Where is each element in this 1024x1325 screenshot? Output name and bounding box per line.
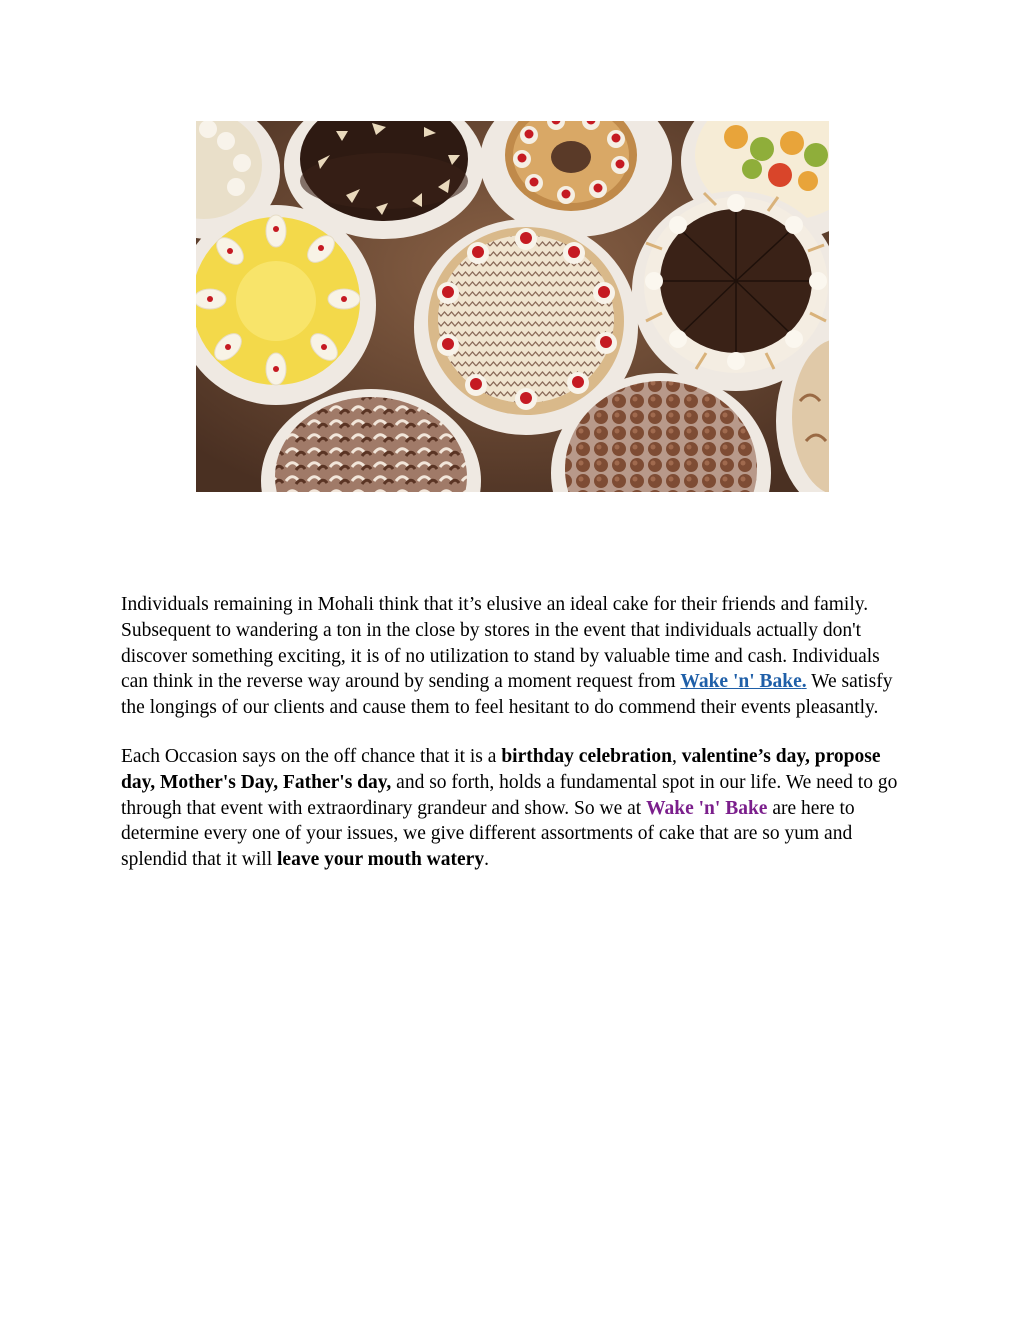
separator: ,: [671, 745, 682, 767]
intro-text-continued: We satisfy the longings of our clients and cause them to feel hesitant to do commend their events pleasantly.: [121, 671, 893, 719]
intro-text: Individuals remaining in Mohali think that it’s elusive an ideal cake for their friends and family. Subsequent to wandering a ton in the close by stores in the event that individuals actually don't discover something exciting, it is of no utilization to stand by valuable time and cash. Individuals can think in the reverse way around by sending a moment request from: [121, 594, 880, 693]
birthday-highlight: birthday celebration: [501, 745, 672, 767]
article-body: [121, 592, 911, 873]
closing-period: .: [484, 849, 489, 871]
mouth-watery-highlight: leave your mouth watery: [277, 849, 485, 871]
wake-n-bake-link[interactable]: Wake 'n' Bake: [680, 671, 802, 693]
intro-paragraph: [121, 592, 911, 721]
occasion-text: Each Occasion says on the off chance that it is a: [121, 745, 502, 767]
link-period: .: [801, 671, 807, 693]
occasion-text-continued: and so forth, holds a fundamental spot in our life. We need to go through that event with extraordinary grandeur and show. So we at: [121, 771, 898, 819]
cakes-photo: [196, 121, 829, 492]
occasion-text-more: are here to determine every one of your issues, we give different assortments of cake that are so yum and splendid that it will: [121, 797, 855, 871]
cakes-illustration: [196, 121, 829, 492]
brand-name: Wake 'n' Bake: [646, 797, 768, 819]
occasions-highlight: valentine’s day, propose day, Mother's Day, Father's day,: [121, 745, 881, 793]
occasion-paragraph: [121, 744, 911, 873]
